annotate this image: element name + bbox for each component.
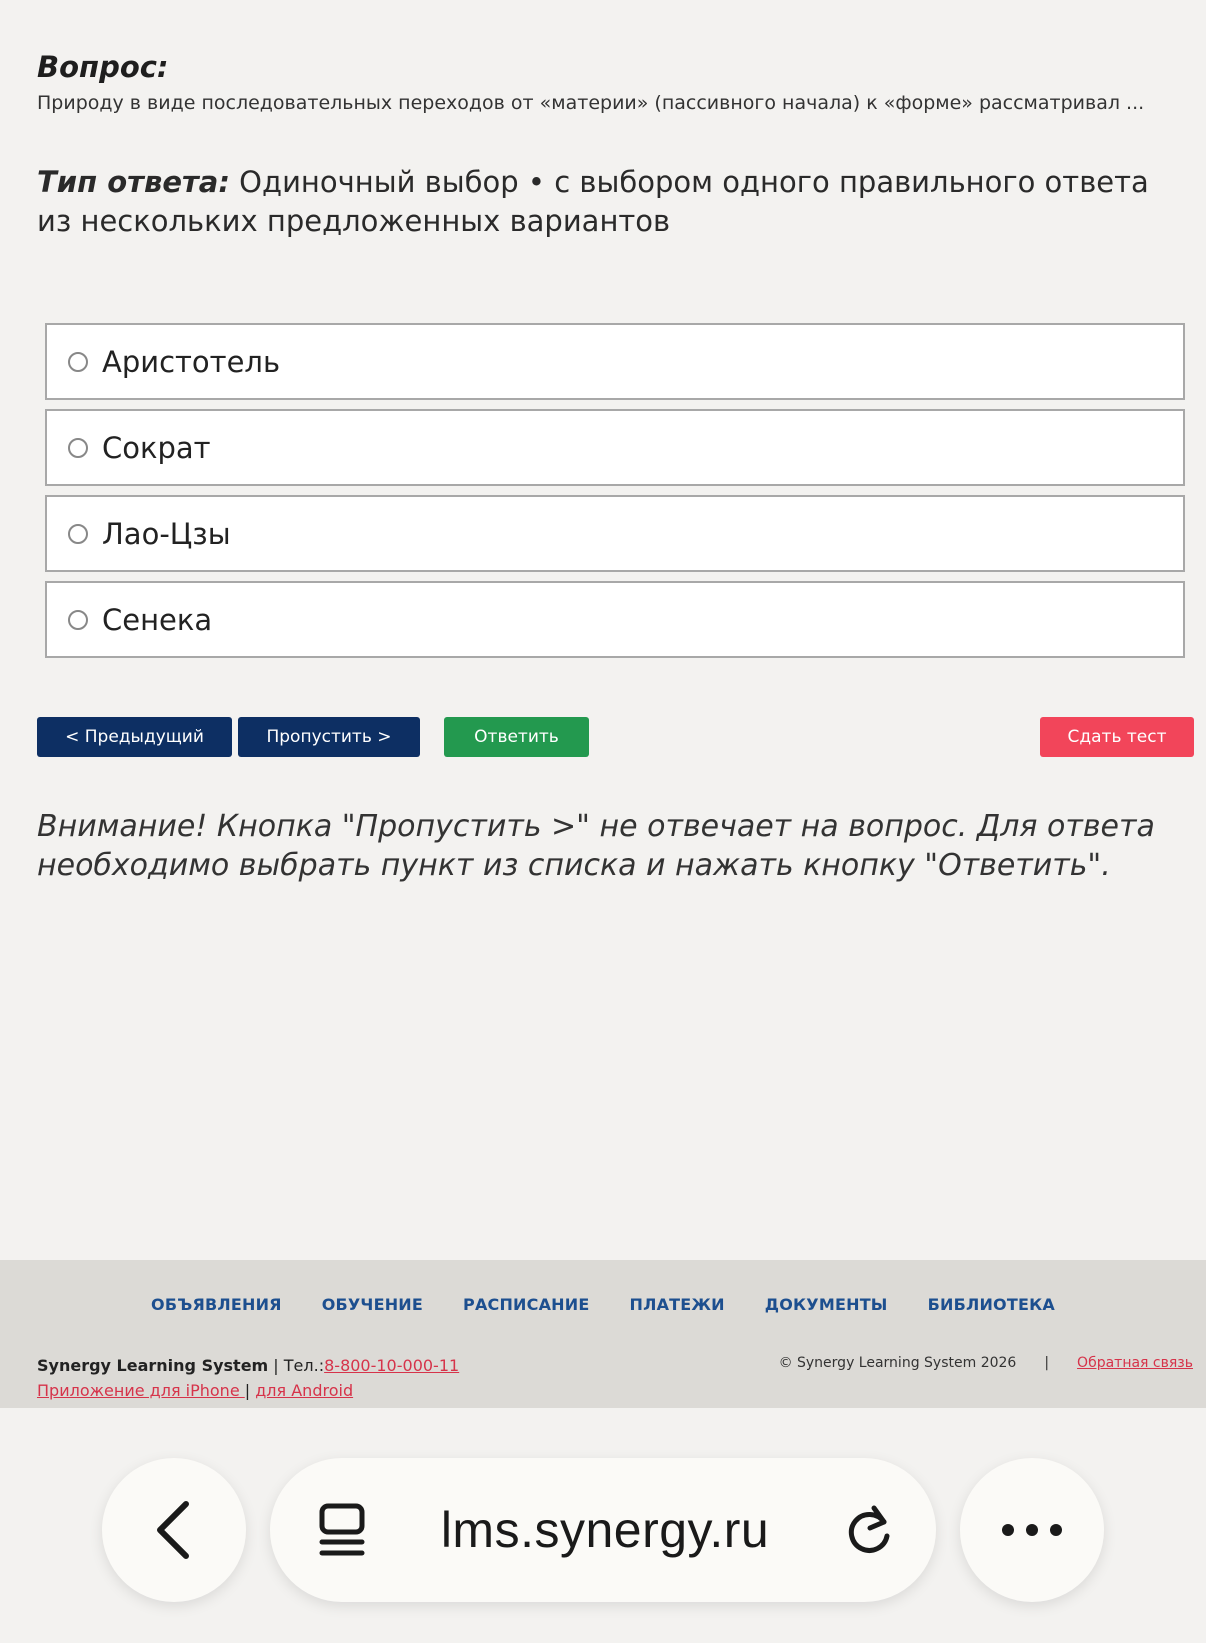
footer-separator: | xyxy=(268,1356,284,1375)
skip-button[interactable]: Пропустить > xyxy=(238,717,420,757)
more-button[interactable] xyxy=(960,1458,1104,1602)
warning-text: Внимание! Кнопка "Пропустить >" не отвечает на вопрос. Для ответа необходимо выбрать пункт из списка и нажать кнопку "Ответить". xyxy=(37,809,1155,883)
radio-button[interactable] xyxy=(68,352,88,372)
footer-nav xyxy=(0,1295,1206,1314)
answer-button[interactable]: Ответить xyxy=(444,717,589,757)
radio-button[interactable] xyxy=(68,610,88,630)
answer-type-text: Одиночный выбор • с выбором одного правильного ответа из нескольких предложенных вариантов xyxy=(37,165,1149,238)
option-label: Сократ xyxy=(102,430,211,465)
footer-brand: Synergy Learning System xyxy=(37,1356,269,1375)
option-lao-tzu[interactable] xyxy=(45,495,1185,572)
answer-type-label: Тип ответа: xyxy=(37,165,230,199)
more-icon xyxy=(1000,1522,1064,1538)
tabs-icon xyxy=(318,1502,366,1558)
option-label: Лао-Цзы xyxy=(102,516,231,551)
footer-nav-schedule[interactable]: РАСПИСАНИЕ xyxy=(463,1295,590,1314)
submit-test-button[interactable]: Сдать тест xyxy=(1040,717,1194,757)
option-label: Аристотель xyxy=(102,344,281,379)
footer-nav-documents[interactable]: ДОКУМЕНТЫ xyxy=(764,1295,888,1314)
question-label: Вопрос: xyxy=(37,50,169,84)
option-seneca[interactable] xyxy=(45,581,1185,658)
footer-contacts xyxy=(37,1353,459,1403)
footer-nav-learning[interactable]: ОБУЧЕНИЕ xyxy=(321,1295,424,1314)
footer-nav-announcements[interactable]: ОБЪЯВЛЕНИЯ xyxy=(151,1295,282,1314)
option-label: Сенека xyxy=(102,602,213,637)
question-text: Природу в виде последовательных переходов от «материи» (пассивного начала) к «форме» рассматривал ... xyxy=(37,92,1145,114)
footer-nav-library[interactable]: БИБЛИОТЕКА xyxy=(927,1295,1055,1314)
browser-toolbar xyxy=(0,1408,1206,1643)
copyright: © Synergy Learning System 2026 xyxy=(778,1355,1017,1371)
phone-link[interactable]: 8-800-10-000-11 xyxy=(324,1356,460,1375)
footer-nav-payments[interactable]: ПЛАТЕЖИ xyxy=(629,1295,725,1314)
phone-label: Тел.: xyxy=(283,1356,325,1375)
radio-button[interactable] xyxy=(68,438,88,458)
back-icon xyxy=(152,1498,196,1562)
url-text: lms.synergy.ru xyxy=(440,1502,770,1558)
reload-icon[interactable] xyxy=(844,1502,894,1558)
answer-type xyxy=(37,163,1167,241)
previous-button[interactable]: < Предыдущий xyxy=(37,717,232,757)
footer xyxy=(0,1260,1206,1408)
feedback-link[interactable]: Обратная связь xyxy=(1077,1355,1193,1371)
back-button[interactable] xyxy=(102,1458,246,1602)
answer-options xyxy=(45,323,1185,667)
option-aristotle[interactable] xyxy=(45,323,1185,400)
footer-separator: | xyxy=(244,1381,256,1400)
android-app-link[interactable]: для Android xyxy=(255,1381,354,1400)
radio-button[interactable] xyxy=(68,524,88,544)
address-bar[interactable] xyxy=(270,1458,936,1602)
option-socrates[interactable] xyxy=(45,409,1185,486)
footer-meta xyxy=(779,1355,1193,1371)
footer-divider: | xyxy=(1044,1355,1050,1371)
iphone-app-link[interactable]: Приложение для iPhone xyxy=(37,1381,245,1400)
